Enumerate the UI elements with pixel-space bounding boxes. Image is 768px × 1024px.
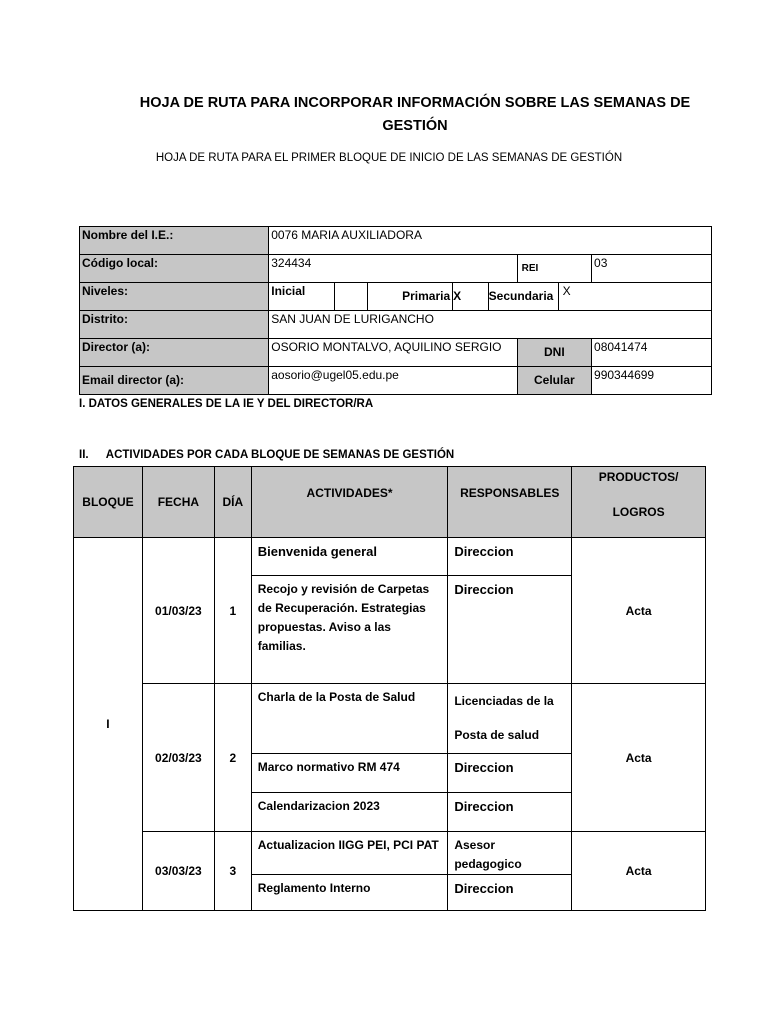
responsable-cell: Direccion bbox=[448, 576, 572, 684]
email-value: aosorio@ugel05.edu.pe bbox=[269, 367, 517, 395]
rei-value: 03 bbox=[592, 255, 712, 283]
actividad-cell: Calendarizacion 2023 bbox=[251, 793, 448, 832]
header-productos-line2: LOGROS bbox=[612, 505, 665, 519]
actividad-cell: Recojo y revisión de Carpetas de Recuperación. Estrategias propuestas. Aviso a las familias. bbox=[251, 576, 448, 684]
header-responsables: RESPONSABLES bbox=[448, 467, 572, 538]
responsable-cell: Direccion bbox=[448, 793, 572, 832]
codigo-label: Código local: bbox=[80, 255, 269, 283]
producto-cell: Acta bbox=[572, 832, 706, 911]
activities-table bbox=[73, 466, 706, 911]
section-1-heading: I. DATOS GENERALES DE LA IE Y DEL DIRECTOR/RA bbox=[79, 398, 374, 410]
primaria-value: X bbox=[453, 283, 489, 311]
email-label: Email director (a): bbox=[80, 367, 269, 395]
actividad-cell: Charla de la Posta de Salud bbox=[251, 684, 448, 754]
header-actividades: ACTIVIDADES* bbox=[251, 467, 448, 538]
general-info-table bbox=[79, 226, 712, 395]
director-value: OSORIO MONTALVO, AQUILINO SERGIO bbox=[269, 339, 517, 367]
dia-cell: 3 bbox=[214, 832, 251, 911]
actividad-cell: Actualizacion IIGG PEI, PCI PAT bbox=[251, 832, 448, 875]
responsable-cell: Licenciadas de la Posta de salud bbox=[448, 684, 572, 754]
fecha-cell: 02/03/23 bbox=[142, 684, 214, 832]
inicial-value bbox=[334, 283, 367, 311]
header-dia: DÍA bbox=[214, 467, 251, 538]
section-2-number: II. bbox=[79, 449, 89, 461]
primaria-label: Primaria bbox=[368, 283, 453, 311]
codigo-value: 324434 bbox=[269, 255, 517, 283]
distrito-value: SAN JUAN DE LURIGANCHO bbox=[269, 311, 712, 339]
fecha-cell: 01/03/23 bbox=[142, 538, 214, 684]
actividad-cell: Bienvenida general bbox=[251, 538, 448, 576]
bloque-cell: I bbox=[74, 538, 143, 911]
celular-label: Celular bbox=[517, 367, 591, 395]
dia-cell: 1 bbox=[214, 538, 251, 684]
actividad-cell: Marco normativo RM 474 bbox=[251, 754, 448, 793]
producto-cell: Acta bbox=[572, 684, 706, 832]
distrito-label: Distrito: bbox=[80, 311, 269, 339]
actividad-cell: Reglamento Interno bbox=[251, 875, 448, 911]
document-title: HOJA DE RUTA PARA INCORPORAR INFORMACIÓN SOBRE LAS SEMANAS DE GESTIÓN bbox=[139, 95, 691, 134]
info-row-codigo bbox=[80, 255, 712, 283]
document-subtitle: HOJA DE RUTA PARA EL PRIMER BLOQUE DE INICIO DE LAS SEMANAS DE GESTIÓN bbox=[155, 152, 623, 164]
inicial-label: Inicial bbox=[269, 283, 334, 311]
info-row-email bbox=[80, 367, 712, 395]
header-bloque: BLOQUE bbox=[74, 467, 143, 538]
dni-value: 08041474 bbox=[592, 339, 712, 367]
section-2-heading bbox=[79, 449, 454, 461]
table-row bbox=[74, 538, 706, 576]
producto-cell: Acta bbox=[572, 538, 706, 684]
responsable-cell: Asesor pedagogico bbox=[448, 832, 572, 875]
dni-label: DNI bbox=[517, 339, 591, 367]
nombre-label: Nombre del I.E.: bbox=[80, 227, 269, 255]
dia-cell: 2 bbox=[214, 684, 251, 832]
info-row-director bbox=[80, 339, 712, 367]
activities-header-row bbox=[74, 467, 706, 538]
nombre-value: 0076 MARIA AUXILIADORA bbox=[269, 227, 712, 255]
table-row bbox=[74, 684, 706, 754]
responsable-cell: Direccion bbox=[448, 875, 572, 911]
table-row bbox=[74, 832, 706, 875]
responsable-cell: Direccion bbox=[448, 754, 572, 793]
director-label: Director (a): bbox=[80, 339, 269, 367]
header-productos bbox=[572, 467, 706, 538]
info-row-niveles bbox=[80, 283, 712, 311]
celular-value: 990344699 bbox=[592, 367, 712, 395]
info-row-distrito bbox=[80, 311, 712, 339]
header-fecha: FECHA bbox=[142, 467, 214, 538]
header-productos-line1: PRODUCTOS/ bbox=[598, 470, 679, 484]
secundaria-value: X bbox=[558, 283, 711, 311]
responsable-cell: Direccion bbox=[448, 538, 572, 576]
section-2-text: ACTIVIDADES POR CADA BLOQUE DE SEMANAS DE GESTIÓN bbox=[105, 449, 455, 461]
fecha-cell: 03/03/23 bbox=[142, 832, 214, 911]
niveles-label: Niveles: bbox=[80, 283, 269, 311]
info-row-nombre bbox=[80, 227, 712, 255]
secundaria-label: Secundaria bbox=[488, 283, 558, 311]
rei-label: REI bbox=[517, 255, 591, 283]
